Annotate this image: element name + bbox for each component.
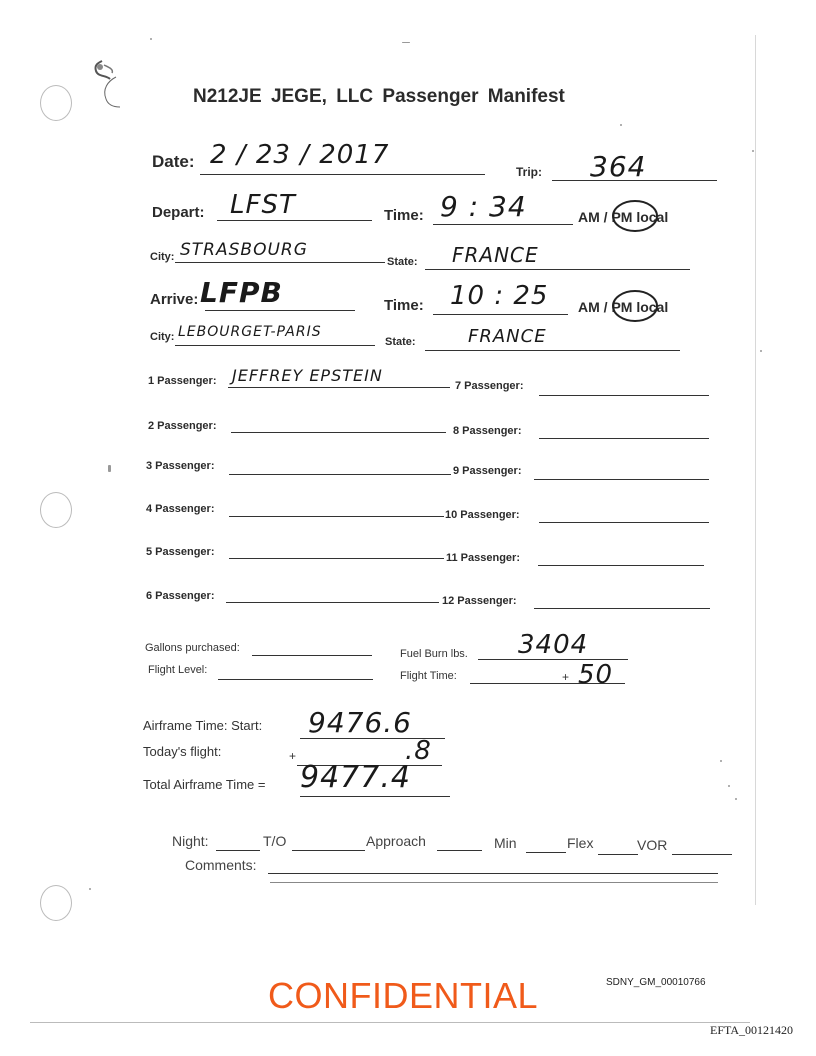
arrive-city-value: LEBOURGET-PARIS (178, 324, 322, 340)
scan-speck (89, 888, 91, 890)
depart-time-value: 9 : 34 (440, 190, 527, 223)
night-label: Night: (172, 833, 209, 849)
confidential-stamp: CONFIDENTIAL (268, 975, 539, 1016)
arrive-state-value: FRANCE (468, 326, 547, 347)
depart-state-value: FRANCE (452, 243, 539, 267)
today-flight-plus: + (289, 749, 297, 763)
total-airframe-label: Total Airframe Time = (143, 777, 266, 792)
arrive-value: LFPB (200, 276, 283, 309)
comments-rule (268, 873, 718, 874)
comments-label: Comments: (185, 857, 257, 873)
date-value: 2 / 23 / 2017 (210, 140, 390, 170)
airframe-start-label: Airframe Time: Start: (143, 718, 263, 733)
gallons-purchased-label: Gallons purchased: (145, 642, 240, 654)
passenger-9-rule (534, 479, 709, 480)
scan-speck (728, 785, 730, 787)
fuel-burn-value: 3404 (518, 630, 589, 660)
night-rule (216, 850, 260, 851)
depart-city-label: City: (150, 251, 175, 263)
today-flight-value: .8 (405, 736, 432, 766)
airframe-start-value: 9476.6 (308, 706, 412, 739)
passenger-8-label: 8 Passenger: (453, 425, 522, 437)
arrive-time-value: 10 : 25 (450, 281, 549, 311)
flight-time-plus: + (562, 670, 570, 684)
passenger-2-rule (231, 432, 446, 433)
passenger-10-label: 10 Passenger: (445, 509, 520, 521)
arrive-label: Arrive: (150, 291, 199, 308)
passenger-5-label: 5 Passenger: (146, 546, 215, 558)
bottom-rule (30, 1022, 750, 1023)
passenger-6-label: 6 Passenger: (146, 590, 215, 602)
passenger-5-rule (229, 558, 444, 559)
passenger-7-rule (539, 395, 709, 396)
arrive-state-label: State: (385, 336, 416, 348)
passenger-1-rule (228, 387, 450, 388)
arrive-time-rule (433, 314, 568, 315)
depart-city-value: STRASBOURG (180, 240, 308, 260)
arrive-time-label: Time: (384, 297, 424, 314)
passenger-2-label: 2 Passenger: (148, 420, 217, 432)
pm-circle-arrive-icon (610, 288, 660, 324)
page-edge-line (755, 35, 756, 905)
punch-hole-top (40, 85, 72, 121)
flight-time-value: 50 (578, 660, 614, 690)
scan-speck (108, 465, 111, 472)
passenger-11-label: 11 Passenger: (446, 552, 520, 564)
scan-speck (720, 760, 722, 762)
total-airframe-rule (300, 796, 450, 797)
efta-number: EFTA_00121420 (710, 1023, 794, 1037)
passenger-1-value: JEFFREY EPSTEIN (232, 366, 383, 385)
flex-label: Flex (567, 835, 594, 851)
passenger-3-label: 3 Passenger: (146, 460, 215, 472)
depart-label: Depart: (152, 204, 205, 221)
bates-number: SDNY_GM_00010766 (606, 977, 706, 988)
flex-rule (598, 854, 638, 855)
scan-speck (735, 798, 737, 800)
trip-label: Trip: (516, 165, 542, 179)
arrive-ampm: AM / PM local (578, 299, 669, 315)
scan-speck (402, 42, 410, 43)
punch-hole-middle (40, 492, 72, 528)
scan-speck (620, 124, 622, 126)
passenger-6-rule (226, 602, 439, 603)
to-rule (292, 850, 365, 851)
passenger-4-rule (229, 516, 444, 517)
depart-ampm: AM / PM local (578, 209, 669, 225)
fuel-burn-label: Fuel Burn lbs. (400, 648, 468, 660)
gallons-purchased-rule (252, 655, 372, 656)
vor-rule (672, 854, 732, 855)
pm-circle-depart-icon (610, 198, 660, 234)
depart-state-label: State: (387, 256, 418, 268)
passenger-3-rule (229, 474, 451, 475)
vor-label: VOR (637, 837, 668, 853)
passenger-4-label: 4 Passenger: (146, 503, 215, 515)
depart-time-rule (433, 224, 573, 225)
arrive-city-label: City: (150, 331, 175, 343)
arrive-rule (205, 310, 355, 311)
depart-state-rule (425, 269, 690, 270)
flight-level-label: Flight Level: (148, 664, 208, 676)
to-label: T/O (263, 833, 287, 849)
approach-label: Approach (366, 833, 426, 849)
punch-hole-bottom (40, 885, 72, 921)
scan-speck (752, 150, 754, 152)
passenger-12-label: 12 Passenger: (442, 595, 517, 607)
total-airframe-value: 9477.4 (300, 760, 411, 795)
passenger-1-label: 1 Passenger: (148, 375, 217, 387)
today-flight-label: Today's flight: (143, 744, 222, 759)
comments-line-2 (270, 882, 718, 883)
logo-mark-icon (88, 55, 128, 110)
flight-level-rule (218, 679, 373, 680)
page-title: N212JE JEGE, LLC Passenger Manifest (193, 86, 565, 107)
approach-rule (437, 850, 482, 851)
trip-value: 364 (590, 150, 647, 183)
passenger-10-rule (539, 522, 709, 523)
passenger-12-rule (534, 608, 710, 609)
passenger-9-label: 9 Passenger: (453, 465, 522, 477)
passenger-7-label: 7 Passenger: (455, 380, 524, 392)
arrive-state-rule (425, 350, 680, 351)
min-rule (526, 852, 566, 853)
date-rule (200, 174, 485, 175)
scan-speck (150, 38, 152, 40)
depart-value: LFST (230, 190, 296, 220)
depart-city-rule (175, 262, 385, 263)
flight-time-label: Flight Time: (400, 670, 457, 682)
passenger-11-rule (538, 565, 704, 566)
min-label: Min (494, 835, 517, 851)
date-label: Date: (152, 152, 195, 171)
depart-time-label: Time: (384, 207, 424, 224)
depart-rule (217, 220, 372, 221)
passenger-8-rule (539, 438, 709, 439)
scan-speck (760, 350, 762, 352)
arrive-city-rule (175, 345, 375, 346)
